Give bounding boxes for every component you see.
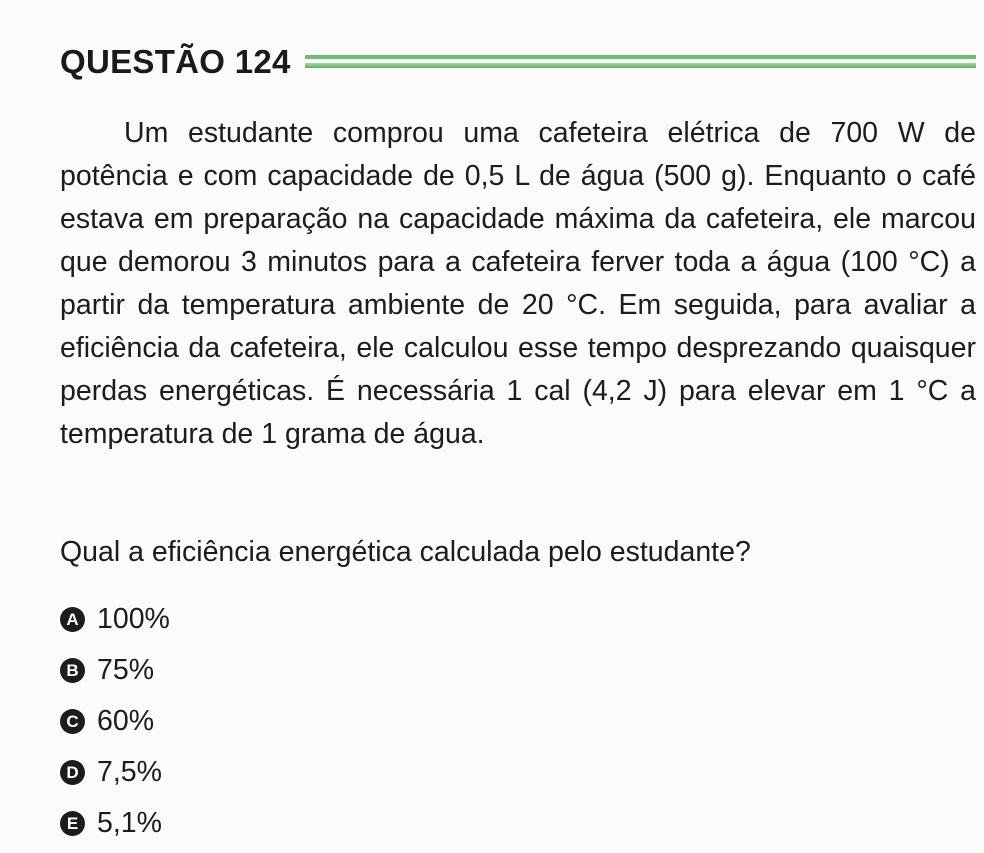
question-prompt: Qual a eficiência energética calculada pelo estudante? [60, 536, 751, 568]
option-letter-badge: E [60, 811, 85, 836]
answer-option-c[interactable] [60, 696, 560, 747]
option-letter-badge: B [60, 658, 85, 683]
question-number: QUESTÃO 124 [60, 43, 291, 80]
answer-option-a[interactable] [60, 594, 560, 645]
question-stem: Um estudante comprou uma cafeteira elétrica de 700 W de potência e com capacidade de 0,5 L de água (500 g). Enquanto o café estava em preparação na capacidade máxima da cafeteira, ele marcou que demorou 3 minutos para a cafeteira ferver toda a água (100 °C) a partir da temperatura ambiente de 20 °C. Em seguida, para avaliar a eficiência da cafeteira, ele calculou esse tempo desprezando quaisquer perdas energéticas. É necessária 1 cal (4,2 J) para elevar em 1 °C a temperatura de 1 grama de água. [60, 117, 976, 450]
header-rule-bottom-line [305, 63, 976, 68]
answer-options [60, 594, 560, 849]
header-divider-rule [305, 50, 976, 74]
option-letter-badge: D [60, 760, 85, 785]
option-letter-badge: A [60, 607, 85, 632]
option-letter-badge: C [60, 709, 85, 734]
answer-option-e[interactable] [60, 798, 560, 849]
option-text: 100% [97, 603, 170, 635]
answer-option-b[interactable] [60, 645, 560, 696]
option-text: 5,1% [97, 807, 162, 839]
question-header [60, 40, 976, 84]
header-rule-top-line [305, 55, 976, 59]
answer-option-d[interactable] [60, 747, 560, 798]
option-text: 75% [97, 654, 155, 686]
option-text: 7,5% [97, 756, 162, 788]
option-text: 60% [97, 705, 155, 737]
